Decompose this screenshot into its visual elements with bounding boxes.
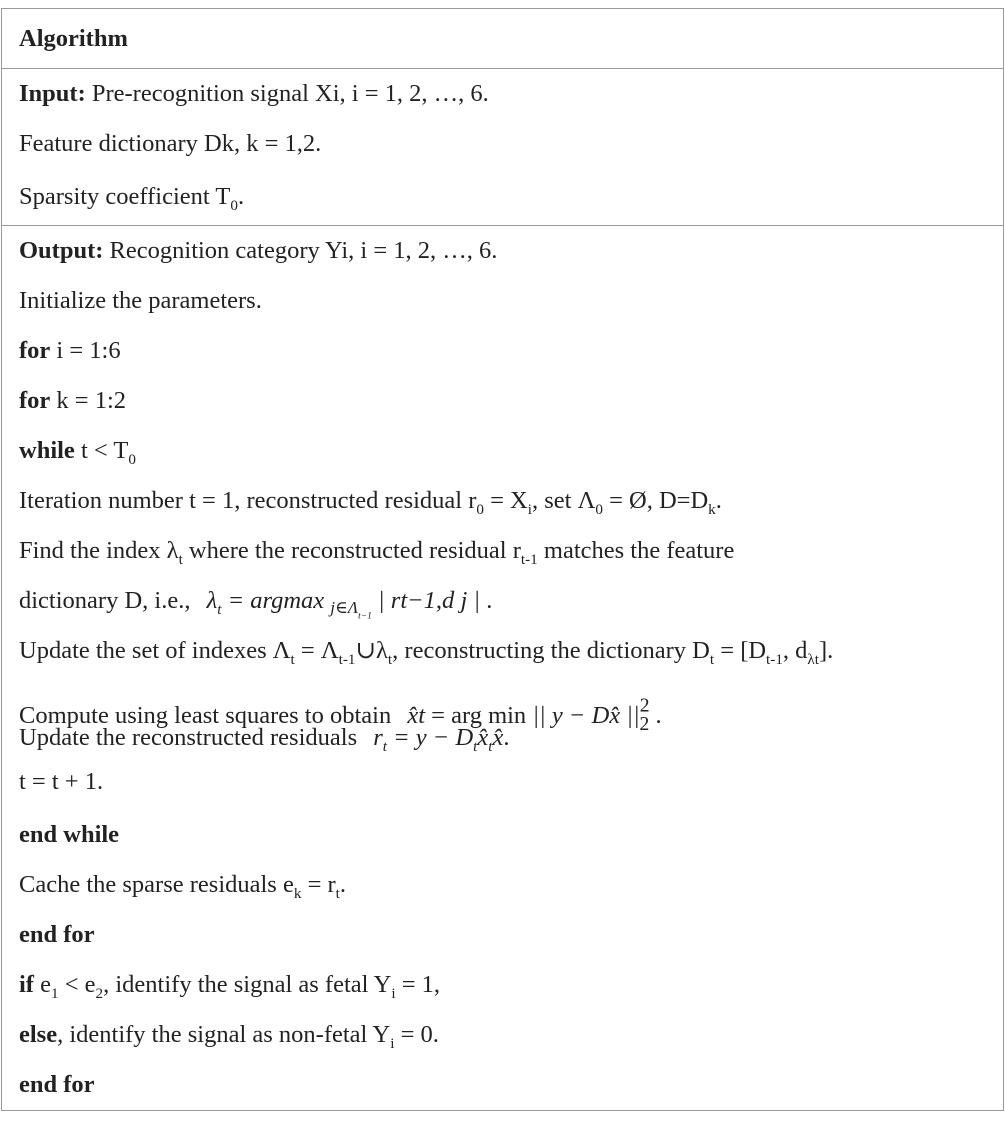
formula-mid: = y − D <box>387 724 474 751</box>
norm-sup: 2 <box>639 695 650 716</box>
sparsity-subscript: 0 <box>230 196 238 214</box>
r-symbol: r <box>373 724 383 751</box>
if-sub: 2 <box>95 984 104 1002</box>
while-keyword: while <box>19 437 75 464</box>
for-i-line <box>2 326 1003 376</box>
algorithm-table <box>1 8 1004 1111</box>
for-k-text: k = 1:2 <box>50 387 127 414</box>
if-text: = 1, <box>395 971 441 998</box>
find-text: matches the feature <box>537 537 735 564</box>
cache-sub: t <box>335 884 340 902</box>
iter-text: , set Λ <box>531 487 596 514</box>
residual-sub: t <box>400 587 408 614</box>
update-sub: t <box>387 650 393 668</box>
xhat-symbol: x̂ <box>492 724 504 751</box>
iter-text: Iteration number t = 1, reconstructed residual r <box>19 487 477 514</box>
lambda-sub: t <box>217 600 222 618</box>
argmax-set: j∈Λ <box>330 598 359 618</box>
norm-text: || y − Dx̂ || <box>526 701 640 729</box>
increment-line: t = t + 1. <box>19 768 104 795</box>
update-residual-line <box>2 722 1003 754</box>
if-text: , identify the signal as fetal Y <box>103 971 392 998</box>
compute-end: . <box>649 701 662 729</box>
iter-sub: 0 <box>476 500 484 518</box>
else-text: = 0. <box>394 1021 439 1048</box>
iter-sub: k <box>708 500 716 518</box>
d-sub: t <box>473 737 478 755</box>
algorithm-header: Algorithm <box>19 25 128 52</box>
update-text: , reconstructing the dictionary D <box>392 637 710 664</box>
iter-sub: i <box>527 500 532 518</box>
find-end: . <box>486 587 493 614</box>
cache-sub: k <box>293 884 302 902</box>
output-text: Recognition category Yi, i = 1, 2, …, 6. <box>103 237 498 264</box>
residual-symbol: | r <box>371 587 401 614</box>
iter-text: = Ø, D=D <box>602 487 709 514</box>
init-line: Initialize the parameters. <box>19 287 262 314</box>
find-text: dictionary D, i.e., <box>19 587 197 614</box>
argmax-formula <box>206 587 487 622</box>
compute-text: Compute using least squares to obtain <box>19 701 398 729</box>
cache-text: Cache the sparse residuals e <box>19 871 294 898</box>
argmax-set-sub: t−1 <box>358 611 372 622</box>
xhat-sub: t <box>488 737 493 755</box>
end-for-line-1 <box>2 910 1003 960</box>
else-text: , identify the signal as non-fetal Y <box>57 1021 391 1048</box>
cache-text: . <box>339 871 347 898</box>
end-while-line <box>2 810 1003 860</box>
input-line-2: Feature dictionary Dk, k = 1,2. <box>19 130 322 157</box>
residual-formula <box>373 724 504 755</box>
argmin-text: = arg min <box>425 701 527 729</box>
find-sub: t <box>178 550 183 568</box>
end-for-keyword: end for <box>19 1071 95 1098</box>
iter-text: . <box>715 487 722 514</box>
input-text-1: Pre-recognition signal Xi, i = 1, 2, …, 6. <box>85 80 489 107</box>
residual-rest: −1,d <box>407 587 455 614</box>
update-text: , d <box>782 637 808 664</box>
input-label: Input: <box>19 80 86 107</box>
update-sub: t-1 <box>766 650 783 668</box>
update2-end: . <box>503 724 510 751</box>
r-sub: t <box>382 737 388 755</box>
update-text: ]. <box>819 637 834 664</box>
update-text: ∪λ <box>355 637 388 664</box>
compute-line <box>2 690 1003 735</box>
update-text: = Λ <box>294 637 339 664</box>
output-section <box>2 225 1003 1110</box>
output-line <box>2 226 1003 276</box>
input-line-3 <box>2 169 1003 225</box>
cache-line <box>2 860 1003 910</box>
for-keyword: for <box>19 387 51 414</box>
end-for-line-2 <box>2 1060 1003 1110</box>
argmax-text: = argmax <box>221 587 331 614</box>
update-text: Update the set of indexes Λ <box>19 637 291 664</box>
argmax-index <box>330 598 372 622</box>
header-section <box>2 9 1003 68</box>
else-keyword: else <box>19 1021 58 1048</box>
update-sub: t <box>290 650 295 668</box>
if-sub: 1 <box>50 984 59 1002</box>
lambda-symbol: λ <box>206 587 218 614</box>
if-text: e <box>33 971 51 998</box>
end-for-keyword: end for <box>19 921 95 948</box>
find-line-2 <box>2 576 1003 626</box>
if-keyword: if <box>19 971 34 998</box>
else-sub: i <box>390 1034 395 1052</box>
find-line-1 <box>2 526 1003 576</box>
cache-text: = r <box>301 871 336 898</box>
update2-text: Update the reconstructed residuals <box>19 724 364 751</box>
update-sub: t <box>709 650 715 668</box>
output-label: Output: <box>19 237 104 264</box>
update-index-line <box>2 626 1003 676</box>
input-text-3: Sparsity coefficient T <box>19 183 231 210</box>
input-section <box>2 68 1003 225</box>
find-text: where the reconstructed residual r <box>182 537 521 564</box>
while-text: t < T <box>74 437 129 464</box>
if-text: < e <box>58 971 96 998</box>
find-text: Find the index λ <box>19 537 179 564</box>
update-sub: λt <box>807 650 820 668</box>
else-line <box>2 1010 1003 1060</box>
for-keyword: for <box>19 337 51 364</box>
iter-text: = X <box>483 487 528 514</box>
end-while-keyword: end while <box>19 821 120 848</box>
update-sub: t-1 <box>338 650 356 668</box>
input-line-1 <box>2 69 1003 119</box>
if-line <box>2 960 1003 1010</box>
update-text: = [D <box>714 637 767 664</box>
if-sub: i <box>391 984 396 1002</box>
input-text-3-end: . <box>237 183 245 210</box>
while-subscript: 0 <box>128 450 136 468</box>
find-sub: t-1 <box>520 550 538 568</box>
for-k-line <box>2 376 1003 426</box>
norm-sub: 2 <box>639 713 650 735</box>
iteration-line <box>2 476 1003 526</box>
xhat-symbol: x̂ <box>477 724 489 751</box>
for-i-text: i = 1:6 <box>50 337 121 364</box>
xhat-symbol: x̂t <box>407 701 426 729</box>
iter-sub: 0 <box>595 500 603 518</box>
while-line <box>2 426 1003 476</box>
dict-atom: j | <box>454 587 487 614</box>
